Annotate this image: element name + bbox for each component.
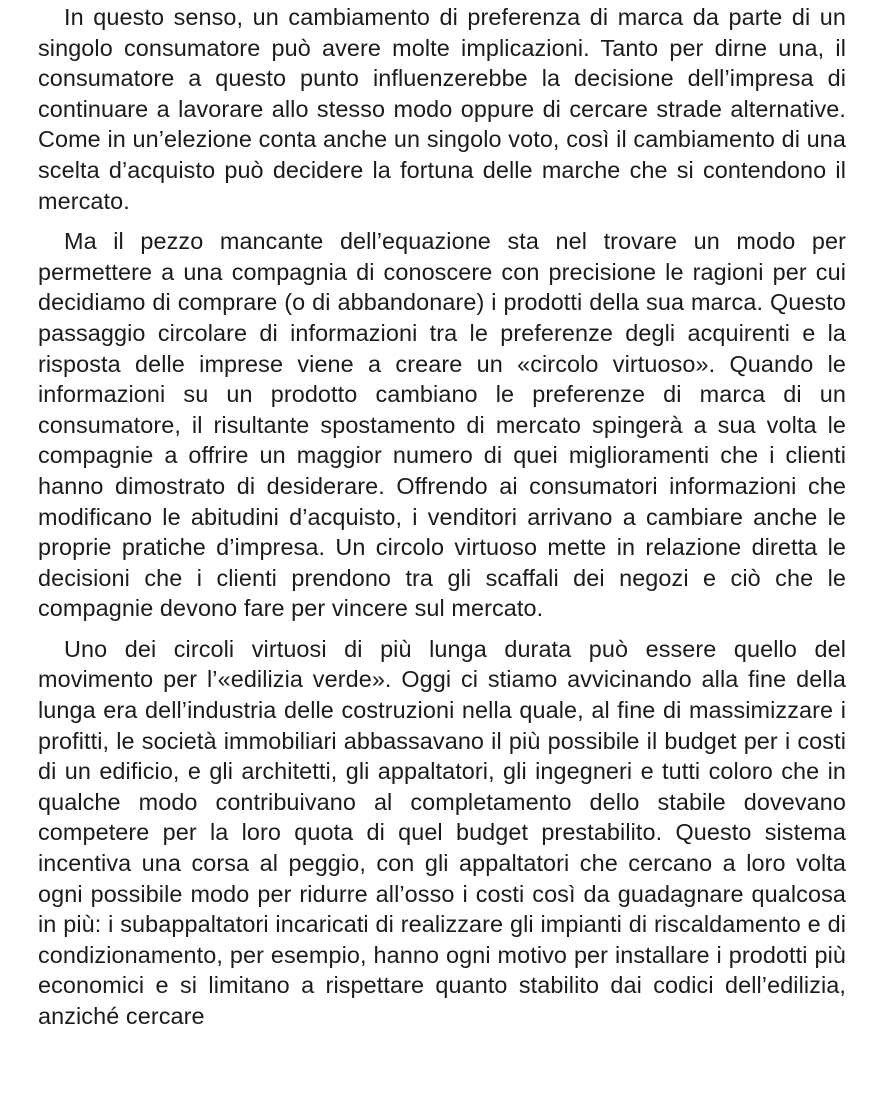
paragraph-1: In questo senso, un cambiamento di preferenza di marca da parte di un singolo consumatore può avere molte implicazioni. Tanto per dirne una, il consumatore a questo punto influenzerebbe la decisione dell’impresa di continuare a lavorare allo stesso modo oppure di cercare strade alternative. Come in un’elezione conta anche un singolo voto, così il cambiamento di una scelta d’acquisto può decidere la fortuna delle marche che si contendono il mercato. [38, 4, 846, 214]
paragraph-3: Uno dei circoli virtuosi di più lunga durata può essere quello del movimento per l’«edilizia verde». Oggi ci stiamo avvicinando alla fine della lunga era dell’industria delle costruzioni nella quale, al fine di massimizzare i profitti, le società immobiliari abbassavano il più possibile il budget per i costi di un edificio, e gli architetti, gli appaltatori, gli ingegneri e tutti coloro che in qualche modo contribuivano al completamento dello stabile dovevano competere per la loro quota di quel budget prestabilito. Questo sistema incentiva una corsa al peggio, con gli appaltatori che cercano a loro volta ogni possibile modo per ridurre all’osso i costi così da guadagnare qualcosa in più: i subappaltatori incaricati di realizzare gli impianti di riscaldamento e di condizionamento, per esempio, hanno ogni motivo per installare i prodotti più economici e si limitano a rispettare quanto stabilito dai codici dell’edilizia, anziché cercare [38, 635, 846, 1029]
document-page [38, 2, 846, 1042]
paragraph-2: Ma il pezzo mancante dell’equazione sta nel trovare un modo per permettere a una compagnia di conoscere con precisione le ragioni per cui decidiamo di comprare (o di abbandonare) i prodotti della sua marca. Questo passaggio circolare di informazioni tra le preferenze degli acquirenti e la risposta delle imprese viene a creare un «circolo virtuoso». Quando le informazioni su un prodotto cambiano le preferenze di marca di un consumatore, il risultante spostamento di mercato spingerà a sua volta le compagnie a offrire un maggior numero di quei miglioramenti che i clienti hanno dimostrato di desiderare. Offrendo ai consumatori informazioni che modificano le abitudini d’acquisto, i venditori arrivano a cambiare anche le proprie pratiche d’impresa. Un circolo virtuoso mette in relazione diretta le decisioni che i clienti prendono tra gli scaffali dei negozi e ciò che le compagnie devono fare per vincere sul mercato. [38, 228, 846, 622]
